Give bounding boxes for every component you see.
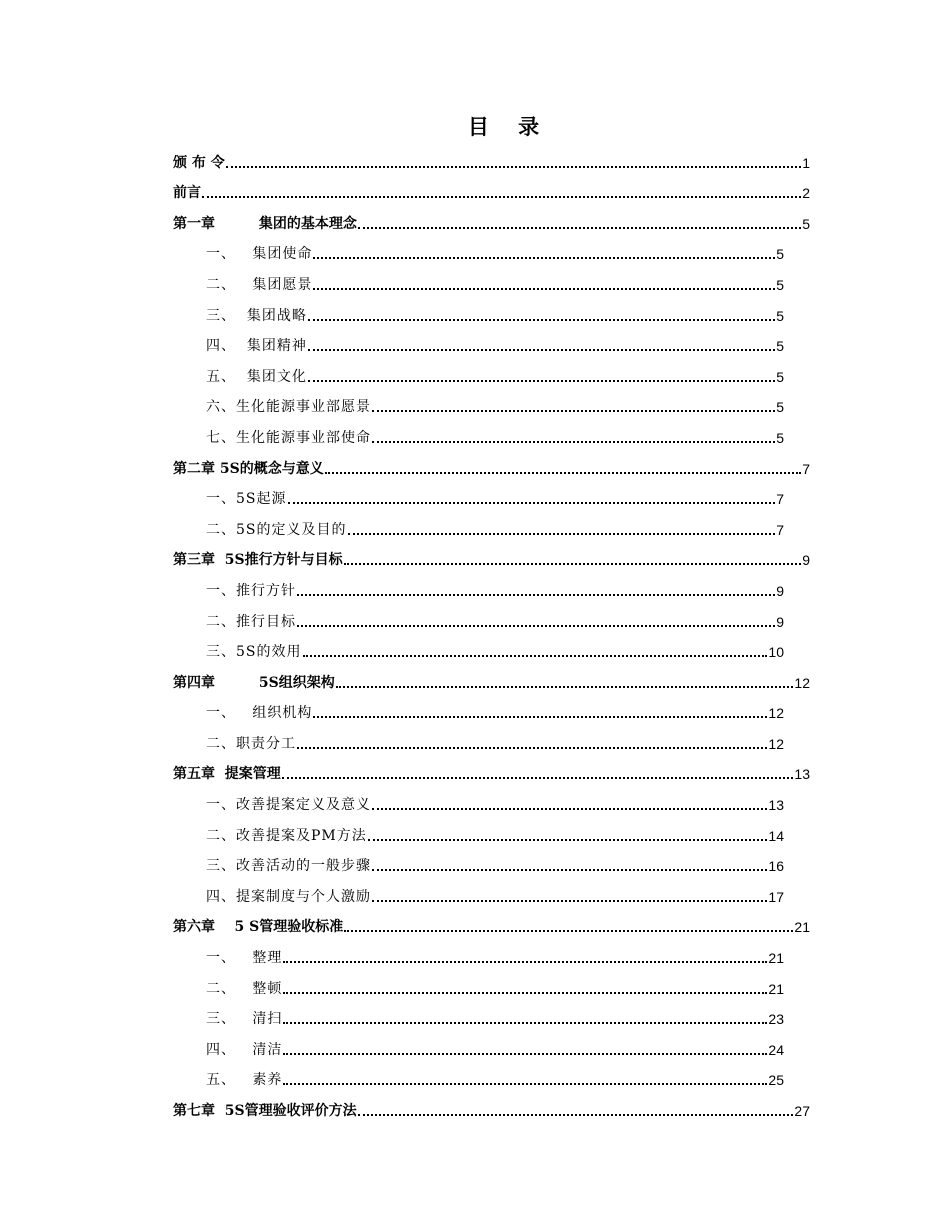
dot-leader — [372, 868, 767, 871]
dot-leader — [283, 1082, 767, 1085]
toc-page-number: 21 — [794, 919, 810, 936]
dot-leader — [372, 440, 775, 443]
toc-entry-label: 一、推行方针 — [206, 582, 296, 599]
toc-section-entry[interactable] — [173, 849, 810, 880]
toc-section-entry[interactable] — [173, 573, 810, 604]
dot-leader — [202, 195, 801, 198]
toc-page-number: 25 — [768, 1072, 784, 1089]
toc-entry-label: 第二章 5S的概念与意义 — [173, 460, 324, 477]
dot-leader — [283, 960, 767, 963]
toc-section-entry[interactable] — [173, 879, 810, 910]
toc-chapter-entry[interactable] — [173, 910, 810, 941]
toc-entry-label: 二、5S的定义及目的 — [206, 521, 347, 538]
toc-page-number: 2 — [802, 185, 810, 202]
dot-leader — [226, 165, 801, 168]
toc-chapter-entry[interactable] — [173, 1093, 810, 1124]
toc-page-number: 27 — [794, 1103, 810, 1119]
toc-page-number: 21 — [768, 950, 784, 967]
toc-entry-label: 颁 布 令 — [173, 154, 225, 171]
toc-page-number: 9 — [776, 613, 784, 630]
toc-entry-label: 三、改善活动的一般步骤 — [206, 858, 371, 875]
toc-section-entry[interactable] — [173, 482, 810, 513]
toc-entry-label: 四、 清洁 — [206, 1041, 283, 1058]
dot-leader — [303, 654, 768, 657]
dot-leader — [283, 991, 767, 994]
toc-section-entry[interactable] — [173, 298, 810, 329]
toc-page-number: 23 — [768, 1011, 784, 1028]
toc-entry-label: 前言 — [173, 185, 201, 202]
toc-section-entry[interactable] — [173, 726, 810, 757]
dot-leader — [313, 287, 775, 290]
toc-page-number: 13 — [768, 797, 784, 814]
table-of-contents — [173, 145, 810, 1124]
dot-leader — [313, 715, 767, 718]
dot-leader — [283, 1021, 767, 1024]
toc-entry-label: 第三章 5S推行方针与目标 — [173, 552, 343, 569]
toc-page-number: 12 — [768, 735, 784, 752]
toc-page-number: 5 — [776, 399, 784, 416]
dot-leader — [288, 501, 776, 504]
dot-leader — [308, 379, 775, 382]
toc-page-number: 21 — [768, 980, 784, 997]
toc-chapter-entry[interactable] — [173, 176, 810, 207]
toc-entry-label: 第四章 5S组织架构 — [173, 674, 335, 691]
dot-leader — [372, 899, 767, 902]
dot-leader — [308, 318, 775, 321]
toc-chapter-entry[interactable] — [173, 145, 810, 176]
toc-entry-label: 一、 集团使命 — [206, 246, 313, 263]
toc-section-entry[interactable] — [173, 1063, 810, 1094]
toc-section-entry[interactable] — [173, 696, 810, 727]
toc-entry-label: 一、改善提案定义及意义 — [206, 797, 371, 814]
dot-leader — [282, 776, 794, 779]
dot-leader — [348, 532, 776, 535]
toc-page-number: 5 — [776, 429, 784, 446]
dot-leader — [358, 226, 801, 229]
toc-section-entry[interactable] — [173, 971, 810, 1002]
toc-page-number: 7 — [776, 491, 784, 508]
toc-page-number: 7 — [776, 521, 784, 538]
toc-page-number: 9 — [802, 552, 810, 569]
dot-leader — [368, 838, 768, 841]
toc-section-entry[interactable] — [173, 329, 810, 360]
dot-leader — [344, 562, 802, 565]
toc-page-number: 17 — [768, 888, 784, 905]
toc-entry-label: 二、推行目标 — [206, 613, 296, 630]
toc-section-entry[interactable] — [173, 237, 810, 268]
dot-leader — [297, 746, 767, 749]
toc-page-number: 24 — [768, 1041, 784, 1058]
toc-page-number: 5 — [776, 368, 784, 385]
toc-page-number: 5 — [776, 307, 784, 324]
toc-page-number: 1 — [802, 154, 810, 171]
toc-section-entry[interactable] — [173, 787, 810, 818]
toc-section-entry[interactable] — [173, 1002, 810, 1033]
dot-leader — [297, 593, 775, 596]
toc-entry-label: 第六章 5 S管理验收标准 — [173, 919, 344, 936]
toc-entry-label: 二、 集团愿景 — [206, 276, 313, 293]
toc-chapter-entry[interactable] — [173, 543, 810, 574]
dot-leader — [372, 807, 767, 810]
toc-entry-label: 一、 整理 — [206, 950, 283, 967]
toc-section-entry[interactable] — [173, 420, 810, 451]
toc-page-number: 7 — [802, 460, 810, 477]
toc-chapter-entry[interactable] — [173, 757, 810, 788]
toc-entry-label: 一、5S起源 — [206, 491, 287, 508]
toc-entry-label: 六、生化能源事业部愿景 — [206, 399, 371, 416]
toc-section-entry[interactable] — [173, 512, 810, 543]
toc-chapter-entry[interactable] — [173, 206, 810, 237]
toc-entry-label: 二、职责分工 — [206, 735, 296, 752]
dot-leader — [336, 685, 794, 688]
dot-leader — [308, 348, 775, 351]
toc-entry-label: 第五章 提案管理 — [173, 766, 281, 783]
toc-entry-label: 第一章 集团的基本理念 — [173, 215, 357, 232]
toc-page-number: 16 — [768, 858, 784, 875]
dot-leader — [344, 929, 793, 932]
toc-chapter-entry[interactable] — [173, 451, 810, 482]
toc-entry-label: 二、改善提案及PM方法 — [206, 827, 367, 844]
toc-entry-label: 四、 集团精神 — [206, 338, 307, 355]
toc-section-entry[interactable] — [173, 635, 810, 666]
toc-section-entry[interactable] — [173, 1032, 810, 1063]
toc-chapter-entry[interactable] — [173, 665, 810, 696]
dot-leader — [325, 471, 801, 474]
toc-entry-label: 三、5S的效用 — [206, 644, 302, 661]
toc-page-number: 5 — [776, 338, 784, 355]
toc-page-number: 5 — [776, 246, 784, 263]
dot-leader — [372, 409, 775, 412]
toc-section-entry[interactable] — [173, 604, 810, 635]
toc-section-entry[interactable] — [173, 267, 810, 298]
dot-leader — [313, 256, 775, 259]
toc-page-number: 14 — [768, 827, 784, 844]
toc-title: 目 录 — [467, 114, 540, 139]
toc-page-number: 10 — [768, 644, 784, 661]
toc-page-number: 5 — [776, 276, 784, 293]
dot-leader — [283, 1052, 767, 1055]
toc-entry-label: 四、提案制度与个人激励 — [206, 888, 371, 905]
toc-entry-label: 第七章 5S管理验收评价方法 — [173, 1103, 357, 1119]
toc-section-entry[interactable] — [173, 359, 810, 390]
dot-leader — [297, 624, 775, 627]
dot-leader — [358, 1113, 794, 1116]
toc-entry-label: 七、生化能源事业部使命 — [206, 429, 371, 446]
toc-entry-label: 一、 组织机构 — [206, 705, 313, 722]
toc-page-number: 13 — [794, 766, 810, 783]
toc-page-number: 9 — [776, 582, 784, 599]
toc-section-entry[interactable] — [173, 390, 810, 421]
toc-section-entry[interactable] — [173, 940, 810, 971]
toc-entry-label: 五、 素养 — [206, 1072, 283, 1089]
toc-page-number: 5 — [802, 215, 810, 232]
toc-page-number: 12 — [794, 674, 810, 691]
toc-entry-label: 五、 集团文化 — [206, 368, 307, 385]
toc-entry-label: 三、 集团战略 — [206, 307, 307, 324]
toc-entry-label: 三、 清扫 — [206, 1011, 283, 1028]
toc-page-number: 12 — [768, 705, 784, 722]
toc-entry-label: 二、 整顿 — [206, 980, 283, 997]
toc-section-entry[interactable] — [173, 818, 810, 849]
